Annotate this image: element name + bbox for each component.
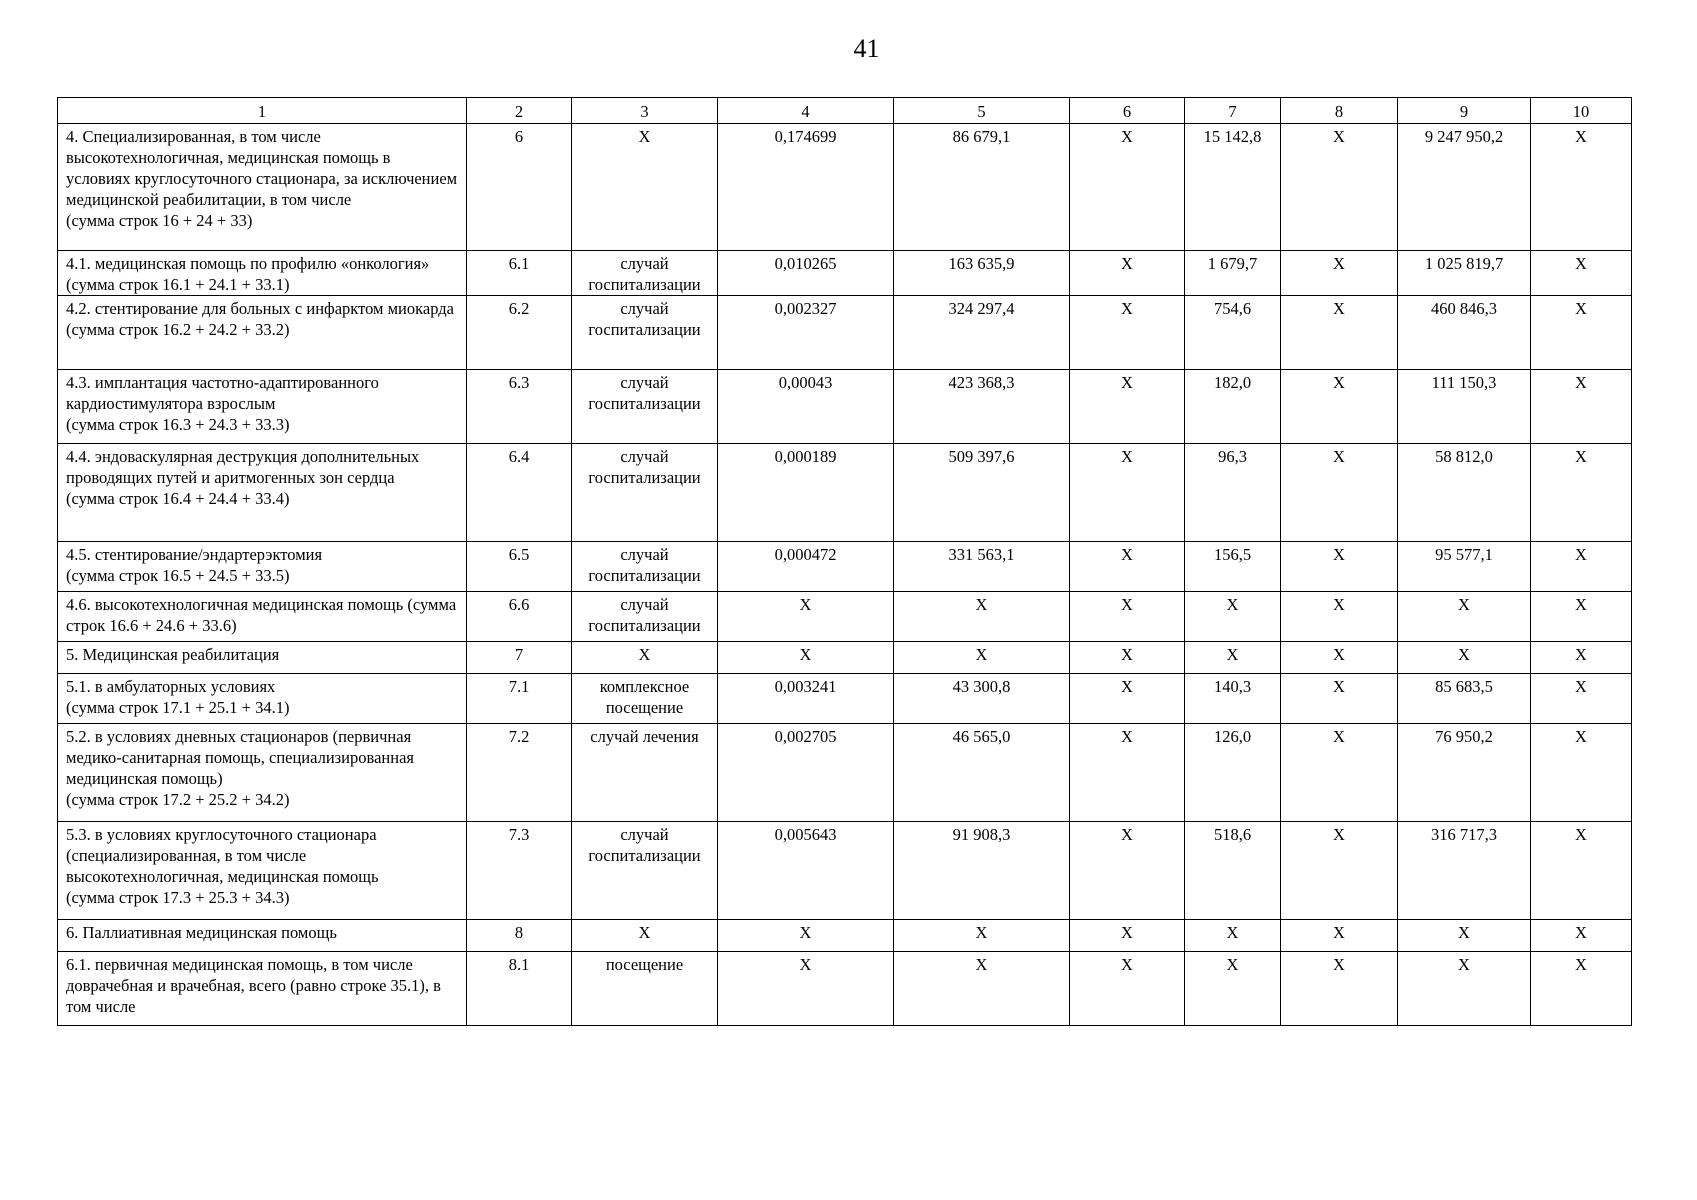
table-cell: комплексное посещение [572, 674, 718, 724]
table-cell: случай госпитализации [572, 542, 718, 592]
column-header: 2 [467, 98, 572, 124]
table-cell: 46 565,0 [894, 724, 1070, 822]
table-cell: X [1070, 920, 1185, 952]
table-cell: случай госпитализации [572, 444, 718, 542]
table-cell: X [718, 642, 894, 674]
table-cell: 754,6 [1185, 296, 1281, 370]
table-cell: 331 563,1 [894, 542, 1070, 592]
table-cell: X [1070, 251, 1185, 296]
table-cell: X [1531, 952, 1632, 1026]
table-cell: 509 397,6 [894, 444, 1070, 542]
table-cell: 91 908,3 [894, 822, 1070, 920]
table-cell: X [1531, 251, 1632, 296]
table-row [58, 920, 1632, 952]
table-cell: 6 [467, 124, 572, 251]
table-cell: 423 368,3 [894, 370, 1070, 444]
table-cell: X [1531, 592, 1632, 642]
row-label-cell: 4.6. высокотехнологичная медицинская помощь (сумма строк 16.6 + 24.6 + 33.6) [58, 592, 467, 642]
table-cell: X [1281, 642, 1398, 674]
table-cell: 140,3 [1185, 674, 1281, 724]
table-cell: X [1531, 124, 1632, 251]
table-cell: случай госпитализации [572, 592, 718, 642]
table-cell: X [1531, 822, 1632, 920]
table-cell: X [1398, 920, 1531, 952]
table-row [58, 642, 1632, 674]
table-cell: X [718, 952, 894, 1026]
table-cell: 6.3 [467, 370, 572, 444]
table-cell: 43 300,8 [894, 674, 1070, 724]
column-header: 6 [1070, 98, 1185, 124]
row-label-cell: 5. Медицинская реабилитация [58, 642, 467, 674]
table-cell: случай госпитализации [572, 370, 718, 444]
table-cell: X [894, 920, 1070, 952]
table-cell: X [1531, 542, 1632, 592]
table-cell: 182,0 [1185, 370, 1281, 444]
table-cell: 58 812,0 [1398, 444, 1531, 542]
table-cell: X [1185, 642, 1281, 674]
table-cell: X [1070, 542, 1185, 592]
table-cell: 7.2 [467, 724, 572, 822]
table-row [58, 952, 1632, 1026]
row-label-cell: 5.2. в условиях дневных стационаров (первичная медико-санитарная помощь, специализированная медицинская помощь) (сумма строк 17.2 + 25.2 + 34.2) [58, 724, 467, 822]
table-cell: 7.3 [467, 822, 572, 920]
table-cell: X [572, 642, 718, 674]
table-cell: X [1398, 642, 1531, 674]
row-label-cell: 4. Специализированная, в том числе высокотехнологичная, медицинская помощь в условиях круглосуточного стационара, за исключением медицинской реабилитации, в том числе (сумма строк 16 + 24 + 33) [58, 124, 467, 251]
table-cell: случай лечения [572, 724, 718, 822]
table-cell: X [894, 592, 1070, 642]
table-row [58, 822, 1632, 920]
table-cell: X [1398, 952, 1531, 1026]
table-cell: X [1531, 296, 1632, 370]
table-cell: X [1281, 124, 1398, 251]
row-label-cell: 4.5. стентирование/эндартерэктомия (сумма строк 16.5 + 24.5 + 33.5) [58, 542, 467, 592]
table-cell: X [1281, 952, 1398, 1026]
data-table [57, 97, 1632, 1026]
row-label-cell: 5.1. в амбулаторных условиях (сумма строк 17.1 + 25.1 + 34.1) [58, 674, 467, 724]
table-cell: 0,002705 [718, 724, 894, 822]
table-cell: 0,010265 [718, 251, 894, 296]
table-cell: 85 683,5 [1398, 674, 1531, 724]
header-row [58, 98, 1632, 124]
table-row [58, 370, 1632, 444]
row-label-cell: 4.4. эндоваскулярная деструкция дополнительных проводящих путей и аритмогенных зон сердца (сумма строк 16.4 + 24.4 + 33.4) [58, 444, 467, 542]
table-row [58, 674, 1632, 724]
table-row [58, 542, 1632, 592]
table-cell: 0,005643 [718, 822, 894, 920]
table-cell: X [1531, 674, 1632, 724]
table-cell: X [1281, 251, 1398, 296]
column-header: 1 [58, 98, 467, 124]
column-header: 5 [894, 98, 1070, 124]
table-cell: X [1281, 444, 1398, 542]
table-cell: 156,5 [1185, 542, 1281, 592]
table-cell: 324 297,4 [894, 296, 1070, 370]
page-number: 41 [853, 34, 880, 63]
table-cell: 15 142,8 [1185, 124, 1281, 251]
column-header: 7 [1185, 98, 1281, 124]
table-cell: X [1185, 920, 1281, 952]
column-header: 10 [1531, 98, 1632, 124]
table-cell: X [1070, 370, 1185, 444]
table-cell: X [1281, 822, 1398, 920]
table-cell: 8.1 [467, 952, 572, 1026]
table-cell: 163 635,9 [894, 251, 1070, 296]
table-cell: X [1070, 592, 1185, 642]
table-row [58, 251, 1632, 296]
table-cell: 76 950,2 [1398, 724, 1531, 822]
table-cell: 9 247 950,2 [1398, 124, 1531, 251]
table-body [58, 124, 1632, 1026]
table-cell: 6.4 [467, 444, 572, 542]
table-cell: 6.5 [467, 542, 572, 592]
table-cell: X [1070, 124, 1185, 251]
table-cell: 0,000472 [718, 542, 894, 592]
table-cell: 86 679,1 [894, 124, 1070, 251]
table-cell: X [572, 920, 718, 952]
table-cell: X [1185, 952, 1281, 1026]
row-label-cell: 4.3. имплантация частотно-адаптированного кардиостимулятора взрослым (сумма строк 16.3 + 24.3 + 33.3) [58, 370, 467, 444]
table-cell: 7 [467, 642, 572, 674]
table-cell: X [1281, 296, 1398, 370]
table-row [58, 444, 1632, 542]
table-row [58, 724, 1632, 822]
table-cell: X [1531, 444, 1632, 542]
column-header: 3 [572, 98, 718, 124]
column-header: 8 [1281, 98, 1398, 124]
table-cell: X [718, 592, 894, 642]
table-cell: случай госпитализации [572, 251, 718, 296]
table-cell: X [1070, 674, 1185, 724]
table-cell: 518,6 [1185, 822, 1281, 920]
table-cell: X [1070, 952, 1185, 1026]
table-cell: X [1281, 592, 1398, 642]
table-cell: X [1070, 296, 1185, 370]
table-row [58, 592, 1632, 642]
table-row [58, 124, 1632, 251]
table-cell: 111 150,3 [1398, 370, 1531, 444]
table-cell: 6.1 [467, 251, 572, 296]
table-cell: 7.1 [467, 674, 572, 724]
table-cell: 0,002327 [718, 296, 894, 370]
table-cell: 6.2 [467, 296, 572, 370]
column-header: 4 [718, 98, 894, 124]
table-cell: X [1070, 822, 1185, 920]
table-cell: 126,0 [1185, 724, 1281, 822]
table-cell: 1 679,7 [1185, 251, 1281, 296]
table-cell: X [1531, 642, 1632, 674]
table-cell: X [1281, 724, 1398, 822]
table-cell: 8 [467, 920, 572, 952]
table-cell: X [718, 920, 894, 952]
table-cell: X [1531, 724, 1632, 822]
table-cell: случай госпитализации [572, 296, 718, 370]
table-cell: 0,000189 [718, 444, 894, 542]
row-label-cell: 6.1. первичная медицинская помощь, в том числе доврачебная и врачебная, всего (равно строке 35.1), в том числе [58, 952, 467, 1026]
table-cell: 460 846,3 [1398, 296, 1531, 370]
table-cell: 96,3 [1185, 444, 1281, 542]
table-cell: 0,00043 [718, 370, 894, 444]
table-cell: случай госпитализации [572, 822, 718, 920]
table-cell: X [894, 952, 1070, 1026]
table-cell: X [1281, 542, 1398, 592]
table-cell: X [572, 124, 718, 251]
table-cell: посещение [572, 952, 718, 1026]
table-cell: X [1281, 674, 1398, 724]
table-cell: 95 577,1 [1398, 542, 1531, 592]
table-cell: X [1070, 642, 1185, 674]
row-label-cell: 5.3. в условиях круглосуточного стационара (специализированная, в том числе высокотехнологичная, медицинская помощь (сумма строк 17.3 + 25.3 + 34.3) [58, 822, 467, 920]
table-cell: 6.6 [467, 592, 572, 642]
table-cell: X [1281, 920, 1398, 952]
table-cell: X [1398, 592, 1531, 642]
table-cell: X [1070, 444, 1185, 542]
table-cell: X [1070, 724, 1185, 822]
table-cell: X [1531, 920, 1632, 952]
row-label-cell: 4.2. стентирование для больных с инфарктом миокарда (сумма строк 16.2 + 24.2 + 33.2) [58, 296, 467, 370]
table-cell: 1 025 819,7 [1398, 251, 1531, 296]
table-row [58, 296, 1632, 370]
table-cell: X [1185, 592, 1281, 642]
table-cell: X [894, 642, 1070, 674]
row-label-cell: 4.1. медицинская помощь по профилю «онкология» (сумма строк 16.1 + 24.1 + 33.1) [58, 251, 467, 296]
table-cell: 0,003241 [718, 674, 894, 724]
row-label-cell: 6. Паллиативная медицинская помощь [58, 920, 467, 952]
table-cell: X [1531, 370, 1632, 444]
table-cell: 0,174699 [718, 124, 894, 251]
column-header: 9 [1398, 98, 1531, 124]
table-cell: X [1281, 370, 1398, 444]
table-cell: 316 717,3 [1398, 822, 1531, 920]
